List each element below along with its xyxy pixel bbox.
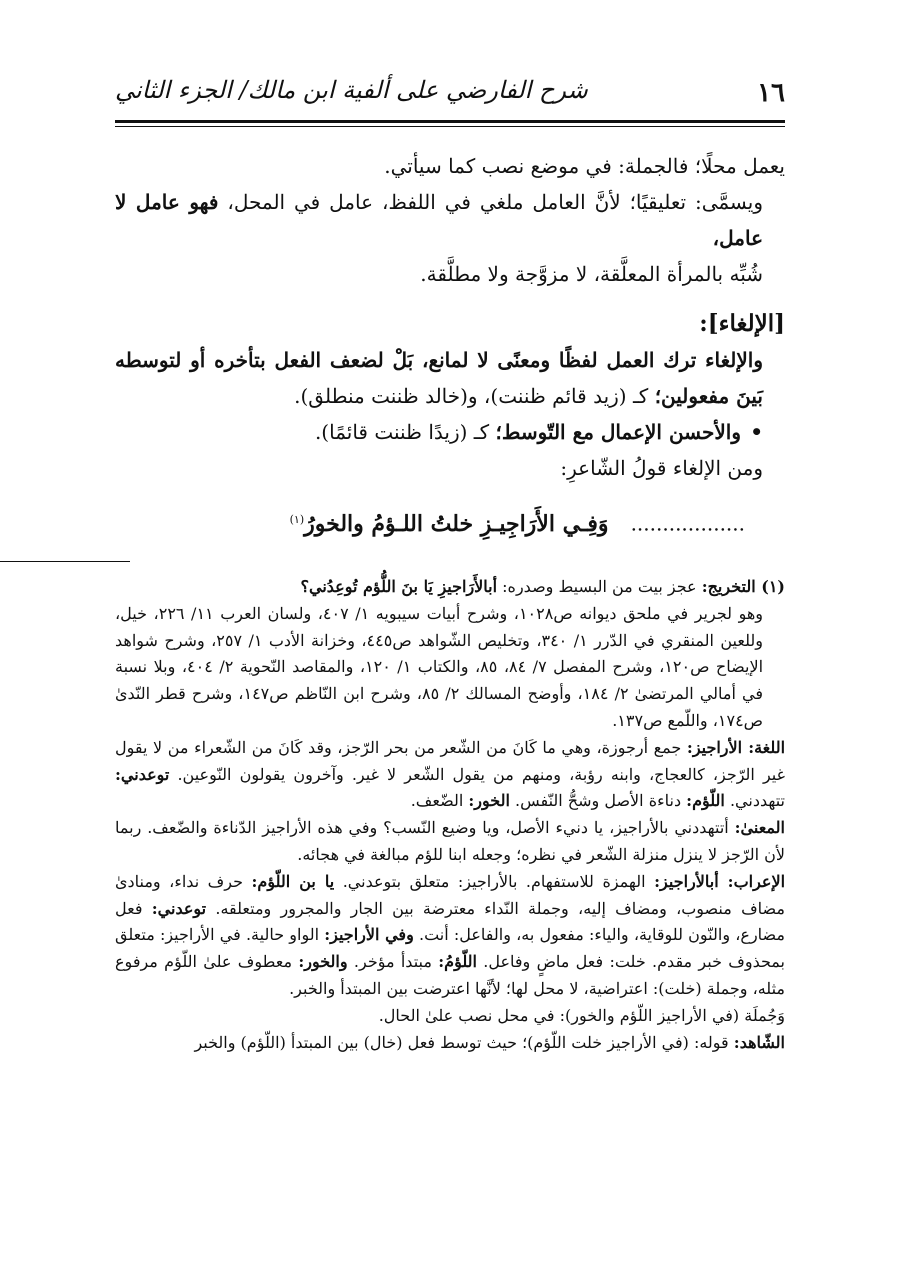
bullet-item <box>115 414 785 450</box>
footnote-text: قوله: (في الأراجيز خلت اللّؤم)؛ حيث توسط فعل (خال) بين المبتدأ (اللّؤم) والخبر <box>194 1032 734 1052</box>
paragraph-2-rest: شُبِّه بالمرأة المعلَّقة، لا مزوَّجة ولا مطلَّقة. <box>420 262 763 286</box>
verse-dots: .................. <box>630 511 745 536</box>
footnote-label: (١) التخريج: <box>701 577 785 596</box>
verse-line <box>115 502 785 542</box>
definition: دناءة الأصل وشحُّ النّفس. <box>509 791 687 811</box>
verse-half: وَفِـي الأَرَاجِيـزِ خلتُ اللـؤمُ والخورُ <box>304 510 609 537</box>
term: توعدني: <box>115 764 170 784</box>
term: الخور: <box>468 791 510 811</box>
definition: تتهددني. <box>724 791 785 811</box>
footnote-evidence <box>115 1030 785 1057</box>
footnote-meaning <box>115 815 785 869</box>
paragraph-2 <box>115 184 785 292</box>
footnote-label: الإعراب: <box>727 871 786 891</box>
definition: الهمزة للاستفهام. بالأراجيز: متعلق بتوعدني. <box>334 871 655 891</box>
footnote-clause: وَجُملَة (في الأراجيز اللّؤم والخور): في محل نصب علىٰ الحال. <box>378 1005 785 1025</box>
definition: مبتدأ مؤخر. <box>347 952 439 972</box>
header-rule-thin <box>115 126 785 127</box>
term: اللّؤمُ: <box>438 952 477 972</box>
paragraph-2-lead: ويسمَّى: تعليقيًا؛ لأنَّ العامل ملغي في اللفظ، عامل في المحل، <box>218 190 763 214</box>
paragraph-1: يعمل محلًا؛ فالجملة: في موضع نصب كما سيأتي. <box>384 154 785 178</box>
term: وفي الأراجيز: <box>324 925 414 945</box>
term: توعدني: <box>151 898 207 918</box>
definition: فعل مضارع، والنّون للوقاية، والياء: مفعول به، والفاعل: أنت. <box>115 898 785 945</box>
definition: معطوف علىٰ اللّؤم مرفوع مثله، وجملة (خلت): اعتراضية، لا محل لها؛ لأنَّها اعترضت بين المبتدأ والخبر. <box>115 952 785 998</box>
definition: حرف نداء، ومنادىٰ مضاف منصوب، ومضاف إليه، وجملة النّداء معترضة بين الجار والمجرور ومتعلقه. <box>115 871 785 918</box>
footnote-takhrij <box>115 574 785 601</box>
bullet-rest: كـ (زيدًا ظننت قائمًا). <box>314 420 496 444</box>
footnote-parsing <box>115 869 785 1003</box>
footnote-text: عجز بيت من البسيط وصدره: <box>497 577 702 596</box>
term: يا بن اللّؤم: <box>251 871 335 891</box>
page-number: ١٦ <box>757 78 785 108</box>
paragraph-3 <box>115 342 785 414</box>
footnote-label: الشّاهد: <box>733 1032 785 1052</box>
paragraph-3-bold: والإلغاء ترك العمل لفظًا ومعنًى لا لمانع، بَلْ لضعف الفعل بتأخره أو لتوسطه بَينَ مفعولين؛ <box>115 348 763 408</box>
footnote-sources: وهو لجرير في ملحق ديوانه ص١٠٢٨، وشرح أبيات سيبويه ١/ ٤٠٧، ولسان العرب ١١/ ٢٢٦، خيل، وللعين المنقري في الدّرر ١/ ٣٤٠، وتخليص الشّواهد ص٤٤٥، وخزانة الأدب ١/ ٢٥٧، وشرح شواهد الإيضاح ص١٢٠، وشرح المفصل ٧/ ٨٤، ٨٥، والكتاب ١/ ١٢٠، والمقاصد النّحوية ٢/ ٤٠٤، وبلا نسبة في أمالي المرتضىٰ ٢/ ١٨٤، وأوضح المسالك ٢/ ٨٥، وشرح ابن النّاظم ص١٤٧، وشرح قطر النّدىٰ ص١٧٤، واللّمع ص١٣٧. <box>115 603 764 730</box>
footnote-verse: أبالأَرَاجيزِ يَا بنَ اللُّؤم تُوعِدُني؟ <box>300 577 498 596</box>
footnote-label: اللغة: <box>748 737 786 757</box>
term: الأراجيز: <box>686 737 749 757</box>
definition: الضّعف. <box>410 791 469 811</box>
main-text <box>115 148 785 542</box>
footnote-label: المعنىٰ: <box>734 818 785 838</box>
header-rule-thick <box>115 120 785 123</box>
term: أبالأراجيز: <box>654 871 728 891</box>
footnotes <box>115 574 785 1056</box>
footnote-language <box>115 735 785 815</box>
term: والخور: <box>298 952 348 972</box>
paragraph-3-rest: كـ (زيد قائم ظننت)، و(خالد ظننت منطلق). <box>294 384 655 408</box>
definition: الواو حالية. في الأراجيز: متعلق بمحذوف خبر مقدم. خلت: فعل ماضٍ وفاعل. <box>115 925 786 972</box>
section-heading: [الإلغاء]: <box>699 310 785 337</box>
page-header <box>115 70 785 114</box>
footnote-text: أتتهددني بالأراجيز، يا دنيء الأصل، ويا وضيع النّسب؟ وفي هذه الأراجيز الدّناءة والضّعف. ربما لأن الرّجز لا ينزل منزلة الشّعر في نظره؛ وجعله ابنا للؤم مبالغة في هجائه. <box>115 818 785 864</box>
paragraph-4: ومن الإلغاء قولُ الشّاعرِ: <box>560 456 763 480</box>
term: اللّؤم: <box>686 791 725 811</box>
bullet-icon: • <box>750 420 763 444</box>
footnote-ref[interactable]: (١) <box>289 513 305 526</box>
paragraph-2-bold: فهو عامل لا عامل، <box>115 190 763 250</box>
bullet-bold: والأحسن الإعمال مع التّوسط؛ <box>495 420 741 444</box>
definition: جمع أرجوزة، وهي ما كَانَ من الشّعر من بحر الرّجز، وقد كَانَ من الشّعراء من لا يقول غير الرّجز، كالعجاج، وابنه رؤبة، ومنهم من يقول الشّعر لا غير. وآخرون يقولون النّوعين. <box>115 737 785 784</box>
running-title: شرح الفارضي على ألفية ابن مالك/ الجزء الثاني <box>115 76 588 104</box>
